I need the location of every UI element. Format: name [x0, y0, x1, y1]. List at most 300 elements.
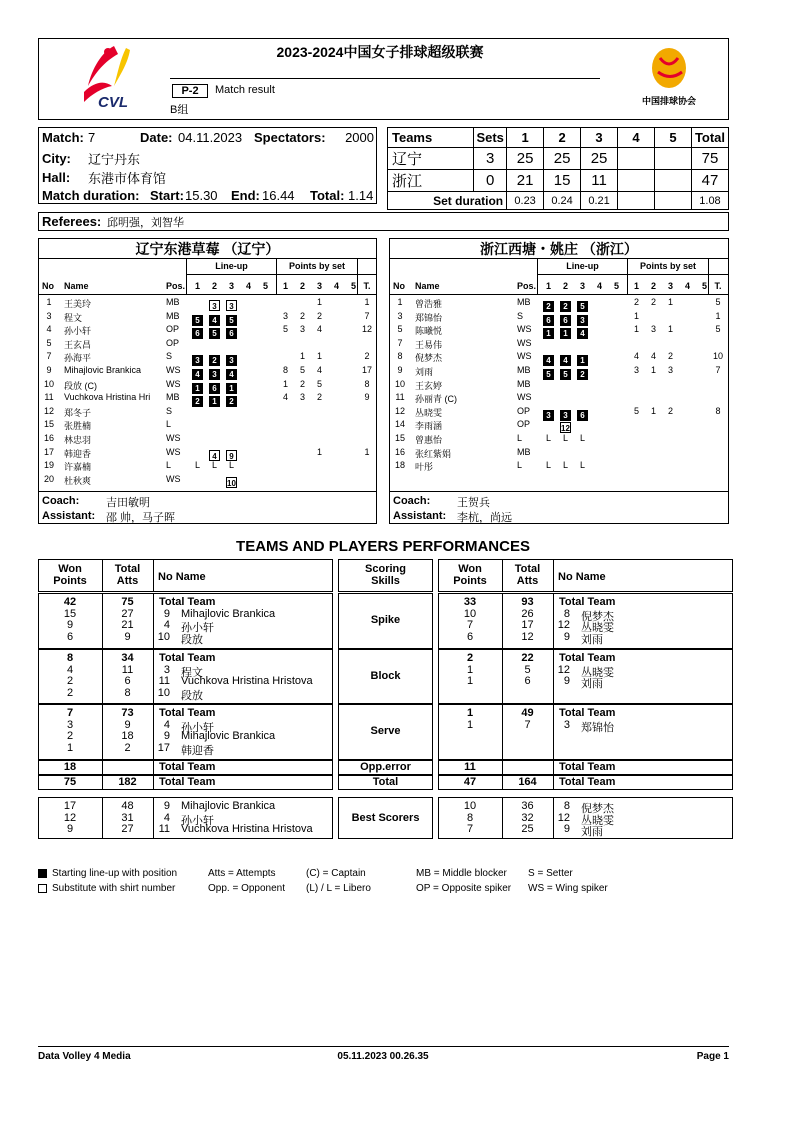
date-label: Date: [140, 130, 173, 145]
total-team-label: Total Team [559, 776, 616, 788]
lineup-cell [226, 473, 237, 491]
set-points: 1 [633, 324, 639, 335]
player-number: 8 [563, 800, 570, 812]
set-score: 11 [581, 170, 618, 192]
total-atts: 32 [521, 811, 534, 824]
divider [102, 760, 103, 775]
coach-name: 王贺兵 [457, 497, 490, 509]
set5-header: 5 [655, 128, 692, 148]
libero-mark: L [228, 460, 234, 471]
total-atts: 73 [121, 707, 134, 719]
player-number: 9 [563, 823, 570, 835]
player-number: 8 [397, 351, 403, 362]
total-team-label: Total Team [559, 761, 616, 773]
set-points: 3 [650, 324, 656, 335]
player-name: Mihajlovic Brankica [181, 607, 276, 620]
player-name: 王易伟 [415, 339, 443, 350]
libero-mark: L [545, 460, 551, 471]
player-name: 张胜楠 [64, 421, 92, 432]
set-points: 1 [667, 297, 673, 307]
set-score: 25 [581, 148, 618, 170]
legend-item: OP = Opposite spiker [416, 883, 512, 894]
skill-label: Spike [370, 614, 401, 626]
group-label: B组 [170, 104, 189, 116]
total-atts: 34 [121, 652, 134, 664]
total-team-label: Total Team [159, 761, 216, 773]
divider [153, 704, 154, 760]
set-points: 3 [299, 324, 305, 335]
col-set: 5 [262, 281, 268, 291]
player-total: 8 [715, 405, 721, 416]
player-number: 20 [43, 473, 54, 484]
substitute-number: 10 [227, 478, 236, 488]
player-position: L [517, 433, 523, 443]
won-points-header: Won Points [53, 563, 87, 587]
spectators-label: Spectators: [254, 130, 326, 145]
divider [39, 294, 376, 295]
player-name: 郑冬子 [64, 407, 92, 418]
col-set: 2 [650, 281, 656, 291]
won-points: 17 [63, 800, 77, 812]
starting-position: 6 [543, 315, 554, 326]
libero-mark: L [579, 460, 585, 471]
col-set: 4 [333, 281, 339, 291]
set-points: 1 [299, 351, 305, 362]
federation-logo [636, 44, 702, 114]
player-name: 孙小轩 [64, 326, 92, 337]
player-number: 3 [397, 310, 403, 321]
set-points: 3 [299, 392, 305, 403]
total-atts: 27 [121, 607, 134, 620]
starting-position: 5 [226, 315, 237, 326]
divider [153, 559, 154, 592]
total-atts: 31 [121, 811, 134, 824]
legend-item: Substitute with shirt number [52, 883, 176, 894]
player-name: 孙小轩 [181, 721, 214, 734]
starting-position: 4 [577, 328, 588, 339]
divider [553, 649, 554, 704]
sets-header: Sets [474, 128, 507, 148]
won-points: 6 [466, 630, 474, 643]
player-position: WS [166, 446, 181, 457]
player-name: Total Team [559, 596, 616, 608]
player-name: 丛晓雯 [581, 814, 614, 827]
cvl-logo [74, 42, 136, 114]
starting-position: 2 [577, 369, 588, 380]
libero-mark: L [194, 460, 200, 471]
coach-label: Coach: [42, 495, 80, 507]
player-number: 5 [397, 324, 403, 335]
divider [153, 760, 154, 775]
starting-position: 3 [543, 410, 554, 421]
player-number: 12 [557, 619, 570, 631]
divider [390, 491, 728, 492]
divider [537, 274, 728, 275]
player-total: 5 [715, 297, 721, 307]
page-title: 2023-2024中国女子排球超级联赛 [276, 44, 484, 60]
col-set: 1 [545, 281, 551, 291]
starting-position: 6 [577, 410, 588, 421]
player-total: 7 [364, 310, 370, 321]
sets-won: 0 [474, 170, 507, 192]
player-position: S [166, 351, 173, 362]
won-points-header: Won Points [453, 563, 487, 587]
set-points: 2 [667, 405, 673, 416]
set-points: 1 [316, 446, 322, 457]
player-name: Mihajlovic Brankica [181, 800, 276, 812]
player-name: 许嘉楠 [64, 462, 92, 473]
player-number: 12 [43, 405, 54, 416]
won-points: 7 [466, 619, 474, 631]
cvl-logo-text: CVL [98, 94, 128, 111]
total-atts: 93 [521, 596, 534, 608]
lineup-cell [543, 364, 554, 382]
set-points: 1 [316, 351, 322, 362]
set-points: 2 [633, 297, 639, 307]
player-total: 1 [364, 297, 370, 307]
best-scorers-label: Best Scorers [351, 812, 420, 824]
won-points: 7 [66, 707, 74, 719]
set-duration: 0.21 [581, 192, 618, 210]
player-name: 孙海平 [64, 353, 92, 364]
player-name: 刘雨 [581, 678, 603, 690]
player-total: 1 [364, 446, 370, 457]
libero-mark: L [579, 433, 585, 443]
total-atts: 9 [124, 630, 131, 643]
player-position: WS [166, 365, 181, 375]
player-number: 15 [43, 419, 54, 430]
total-atts: 22 [521, 652, 534, 664]
player-position: WS [166, 473, 181, 484]
won-points: 6 [66, 630, 74, 643]
total-atts: 182 [118, 776, 137, 788]
total-points: 75 [691, 148, 728, 170]
lineup-cell [226, 391, 237, 409]
set-score: 21 [507, 170, 544, 192]
player-total: 8 [364, 378, 370, 389]
player-position: MB [166, 297, 180, 307]
won-points: 1 [466, 718, 474, 731]
player-name: Vuchkova Hristina Hristova [181, 675, 313, 687]
assistant-label: Assistant: [393, 510, 447, 522]
won-points: 9 [66, 619, 74, 631]
player-number: 17 [43, 446, 54, 457]
starting-position: 2 [226, 396, 237, 407]
total-atts: 36 [521, 800, 534, 812]
player-position: WS [517, 324, 532, 335]
set-duration [618, 192, 655, 210]
substitute-number: 3 [209, 300, 220, 311]
col-total: T. [363, 281, 371, 291]
player-number: 4 [163, 619, 170, 631]
divider [39, 491, 376, 492]
starting-position: 5 [192, 315, 203, 326]
total-atts: 25 [521, 823, 534, 835]
no-name-header: No Name [158, 571, 206, 583]
starting-position: 3 [209, 369, 220, 380]
divider [390, 294, 728, 295]
starting-position: 3 [577, 315, 588, 326]
skill-label: Serve [370, 725, 401, 737]
player-name: 郑锦怡 [415, 312, 443, 323]
player-position: MB [166, 310, 180, 321]
col-set: 2 [299, 281, 305, 291]
team-name: 辽宁 [388, 148, 474, 170]
set-points: 5 [316, 378, 322, 389]
player-total: 12 [361, 324, 372, 335]
player-number: 9 [163, 730, 170, 742]
player-name: 刘雨 [581, 826, 603, 838]
player-name: 刘雨 [581, 633, 603, 646]
starting-position: 1 [226, 383, 237, 394]
total-atts: 17 [521, 619, 534, 631]
starting-position: 3 [560, 410, 571, 421]
player-position: OP [166, 337, 180, 348]
total-atts: 75 [121, 596, 134, 608]
col-set: 2 [211, 281, 217, 291]
set-points: 4 [282, 392, 288, 403]
won-points: 15 [63, 607, 77, 620]
player-name: 倪梦杰 [581, 803, 614, 815]
set-points: 2 [316, 392, 322, 403]
player-name: 倪梦杰 [581, 610, 614, 623]
legend-empty-square-icon [38, 884, 47, 896]
total-atts: 6 [124, 675, 131, 687]
player-name: 张红紫娟 [415, 448, 452, 459]
match-number: 7 [88, 130, 96, 145]
player-position: MB [166, 392, 180, 403]
divider [153, 649, 154, 704]
won-points: 42 [63, 596, 77, 608]
starting-position: 6 [192, 328, 203, 339]
start-value: 15.30 [185, 188, 218, 203]
no-name-header: No Name [558, 571, 606, 583]
lineup-cell [226, 323, 237, 341]
total-atts-header: Total Atts [514, 563, 541, 587]
total-atts: 48 [121, 800, 134, 812]
won-points: 12 [63, 811, 77, 824]
set-points: 4 [316, 365, 322, 375]
player-total: 1 [715, 310, 721, 321]
footer-left: Data Volley 4 Media [38, 1051, 131, 1062]
divider [553, 704, 554, 760]
player-name: 程文 [64, 312, 83, 323]
player-name: Total Team [159, 596, 216, 608]
legend-item: S = Setter [528, 868, 573, 879]
skill-label: Block [370, 669, 401, 682]
player-position: OP [517, 419, 531, 430]
starting-position: 4 [543, 355, 554, 366]
player-name: 倪梦杰 [415, 353, 443, 364]
won-points: 11 [464, 761, 476, 773]
set-score [655, 148, 692, 170]
player-name: 孙小轩 [181, 622, 214, 634]
total-value: 1.14 [348, 188, 374, 203]
set-points: 1 [650, 405, 656, 416]
col-name: Name [64, 281, 89, 291]
player-name: Mihajlovic Brankica [64, 365, 142, 375]
player-total: 7 [715, 365, 721, 375]
player-position: OP [166, 324, 180, 335]
set1-header: 1 [507, 128, 544, 148]
substitute-number: 9 [226, 450, 237, 461]
set-points: 2 [299, 378, 305, 389]
skill-label: Opp.error [360, 761, 411, 773]
lineup-cell [192, 323, 203, 341]
performance-title: TEAMS AND PLAYERS PERFORMANCES [236, 538, 530, 555]
total-points: 47 [691, 170, 728, 192]
set-points: 1 [633, 310, 639, 321]
set-points: 5 [633, 405, 639, 416]
set-score [655, 170, 692, 192]
set-points: 2 [316, 310, 322, 321]
legend-item: Atts = Attempts [208, 868, 276, 879]
player-name: 叶彤 [415, 462, 434, 473]
player-total: 2 [364, 351, 370, 362]
starting-position: 2 [543, 301, 554, 312]
player-name: 杜秋爽 [64, 475, 92, 486]
divider [553, 797, 554, 839]
divider [553, 559, 554, 592]
won-points: 2 [66, 730, 74, 742]
col-set: 1 [282, 281, 288, 291]
player-number: 16 [43, 433, 54, 443]
col-set: 2 [562, 281, 568, 291]
starting-position: 2 [560, 301, 571, 312]
player-total: 9 [364, 392, 370, 403]
start-label: Start: [150, 188, 184, 203]
set-points: 4 [316, 324, 322, 335]
player-number: 8 [563, 607, 570, 620]
col-no: No [393, 281, 405, 291]
set-points: 5 [299, 365, 305, 375]
score-header-row [388, 128, 729, 148]
set-points: 2 [299, 310, 305, 321]
set-points: 1 [667, 324, 673, 335]
set-points: 8 [282, 365, 288, 375]
set-score [618, 148, 655, 170]
player-name: 郑锦怡 [581, 721, 614, 734]
teams-header: Teams [388, 128, 474, 148]
libero-mark: L [562, 433, 568, 443]
player-number: 1 [46, 297, 52, 307]
player-number: 15 [394, 433, 405, 443]
starting-position: 6 [560, 315, 571, 326]
divider [153, 775, 154, 790]
total-atts: 6 [524, 675, 531, 687]
player-name: Vuchkova Hristina Hristova [181, 823, 313, 835]
player-name: 段放 [181, 633, 203, 646]
team-name: 浙江 [388, 170, 474, 192]
referees-label: Referees: [42, 214, 102, 229]
player-name: 曾浩雅 [415, 299, 443, 309]
coach-name: 吉田敏明 [106, 497, 150, 509]
col-set: 5 [613, 281, 619, 291]
player-total: 10 [712, 351, 723, 362]
player-name: 刘雨 [415, 367, 434, 377]
won-points: 1 [466, 663, 474, 676]
won-points: 9 [66, 823, 74, 835]
col-set: 4 [596, 281, 602, 291]
won-points: 7 [466, 823, 474, 835]
spectators-value: 2000 [345, 130, 374, 145]
set-points: 3 [282, 310, 288, 321]
col-pos: Pos. [517, 281, 537, 291]
set-duration: 0.23 [507, 192, 544, 210]
player-name: Total Team [559, 652, 616, 664]
total-atts: 18 [121, 730, 134, 742]
player-number: 4 [46, 324, 52, 335]
col-set: 3 [316, 281, 322, 291]
performance-section [38, 559, 733, 849]
won-points: 1 [466, 675, 474, 687]
federation-logo-text: 中国排球协会 [641, 96, 696, 106]
libero-mark: L [545, 433, 551, 443]
player-name: Total Team [559, 707, 616, 719]
starting-position: 2 [192, 396, 203, 407]
set-points: 2 [650, 297, 656, 307]
player-number: 4 [163, 811, 170, 824]
lineup-cell [192, 391, 203, 409]
substitute-number: 4 [209, 450, 220, 461]
total-atts: 164 [518, 776, 537, 788]
col-set: 4 [684, 281, 690, 291]
col-pos: Pos. [166, 281, 186, 291]
starting-position: 2 [209, 355, 220, 366]
set-duration: 0.24 [544, 192, 581, 210]
coach-label: Coach: [393, 495, 431, 507]
end-label: End: [231, 188, 260, 203]
won-points: 8 [466, 811, 474, 824]
legend-item: (L) / L = Libero [306, 883, 371, 894]
player-position: S [517, 310, 524, 321]
starting-position: 5 [560, 369, 571, 380]
total-atts: 12 [521, 630, 534, 643]
total-label: Total: [310, 188, 345, 203]
total-atts: 49 [521, 707, 534, 719]
legend-item: Opp. = Opponent [208, 883, 286, 894]
points-by-set-header: Points by set [288, 261, 345, 271]
player-number: 5 [46, 337, 52, 348]
won-points: 3 [66, 718, 74, 731]
player-number: 10 [157, 630, 170, 643]
player-number: 9 [163, 800, 170, 812]
player-position: L [166, 419, 172, 430]
player-number: 3 [563, 718, 570, 731]
hall-label: Hall: [42, 170, 71, 185]
divider [153, 797, 154, 839]
legend-item: WS = Wing spiker [528, 883, 608, 894]
starting-position: 4 [192, 369, 203, 380]
assistant-name: 李杭，尚远 [457, 512, 512, 524]
lineup-cell [577, 323, 588, 341]
player-name: 韩迎香 [64, 448, 92, 459]
player-number: 11 [44, 392, 54, 403]
set-points: 2 [667, 351, 673, 362]
won-points: 18 [63, 761, 77, 773]
skill-label: Total [372, 776, 399, 788]
starting-position: 3 [226, 355, 237, 366]
divider [502, 760, 503, 775]
player-position: MB [517, 446, 531, 457]
legend-item: MB = Middle blocker [416, 868, 507, 879]
match-result-label: Match result [215, 84, 275, 96]
col-total: T. [714, 281, 722, 291]
col-set: 5 [701, 281, 707, 291]
set-points: 3 [667, 365, 673, 375]
starting-position: 5 [209, 328, 220, 339]
total-atts: 8 [124, 686, 131, 699]
